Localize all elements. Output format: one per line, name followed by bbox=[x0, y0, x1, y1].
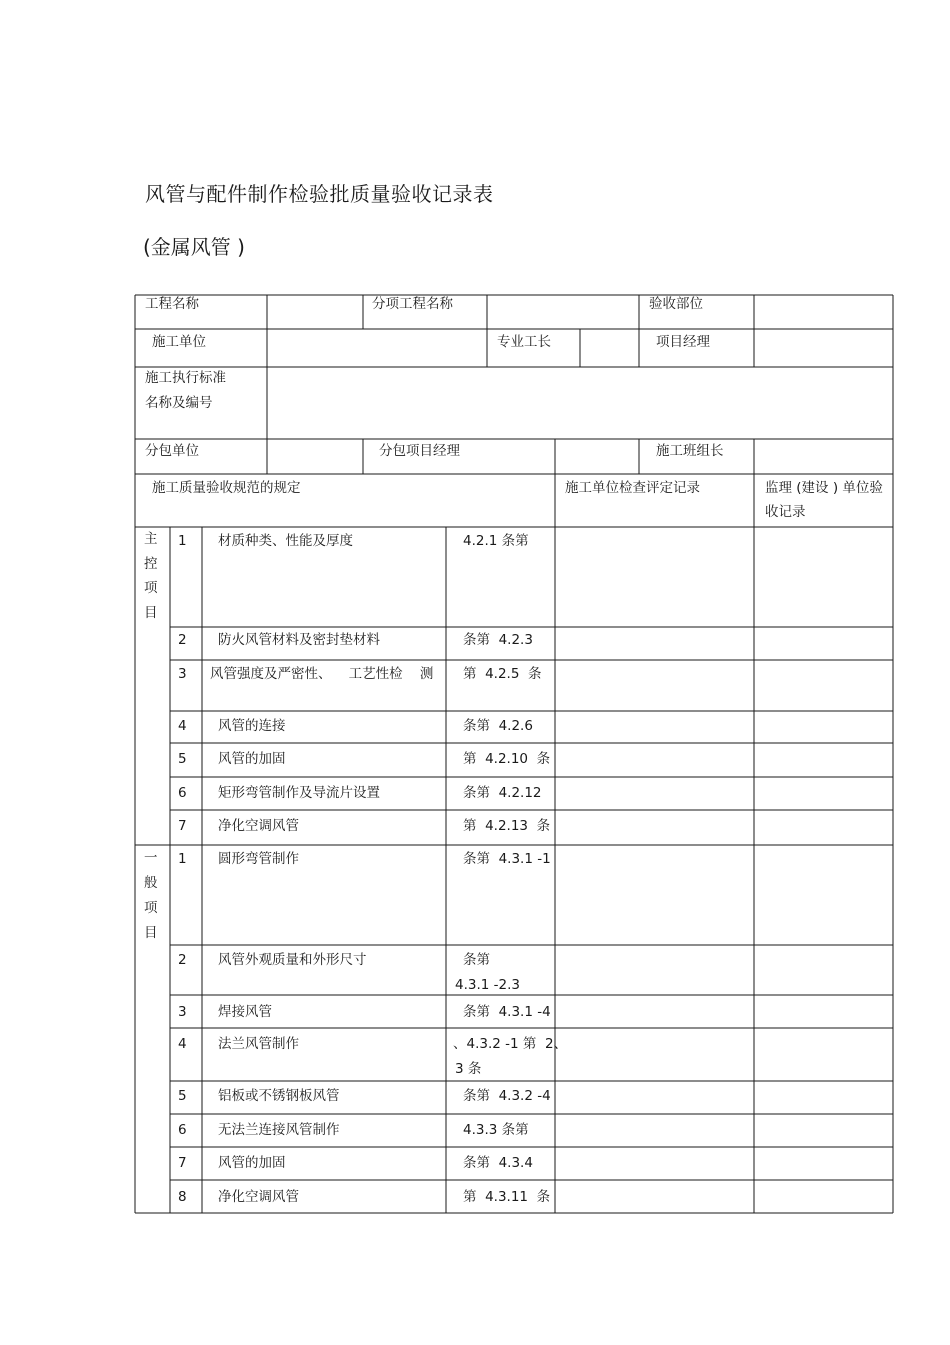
item-number: 6 bbox=[178, 785, 187, 801]
subcontract-manager-label: 分包项目经理 bbox=[379, 443, 460, 459]
item-name: 铝板或不锈钢板风管 bbox=[218, 1088, 340, 1104]
item-clause: 第 4.3.11 条 bbox=[463, 1189, 551, 1205]
main-control-label: 项 bbox=[144, 580, 158, 596]
supervision-label-line2: 收记录 bbox=[765, 504, 806, 520]
document-subtitle: (金属风管 ) bbox=[143, 235, 245, 259]
item-clause: 第 4.2.13 条 bbox=[463, 818, 551, 834]
item-name: 无法兰连接风管制作 bbox=[218, 1122, 340, 1138]
subproject-name-label: 分项工程名称 bbox=[372, 296, 453, 312]
item-clause-line2: 3 条 bbox=[455, 1061, 482, 1077]
item-name: 焊接风管 bbox=[218, 1004, 272, 1020]
item-number: 2 bbox=[178, 952, 187, 968]
item-clause: 条第 4.3.2 -4 bbox=[463, 1088, 551, 1104]
item-number: 2 bbox=[178, 632, 187, 648]
foreman-label: 专业工长 bbox=[497, 334, 551, 350]
subcontract-unit-label: 分包单位 bbox=[145, 443, 199, 459]
item-number: 3 bbox=[178, 666, 187, 682]
item-number: 8 bbox=[178, 1189, 187, 1205]
item-clause: 4.2.1 条第 bbox=[463, 533, 529, 549]
item-name: 净化空调风管 bbox=[218, 818, 299, 834]
general-label: 目 bbox=[144, 925, 158, 941]
project-manager-label: 项目经理 bbox=[656, 334, 710, 350]
item-clause: 条第 4.2.3 bbox=[463, 632, 533, 648]
construction-unit-label: 施工单位 bbox=[152, 334, 206, 350]
item-name: 法兰风管制作 bbox=[218, 1036, 299, 1052]
item-number: 4 bbox=[178, 718, 187, 734]
main-control-label: 控 bbox=[144, 556, 158, 572]
item-clause: 条第 4.3.1 -4 bbox=[463, 1004, 551, 1020]
general-label: 项 bbox=[144, 900, 158, 916]
item-clause: 条第 4.3.1 -1 bbox=[463, 851, 551, 867]
project-name-label: 工程名称 bbox=[145, 296, 199, 312]
item-number: 1 bbox=[178, 851, 187, 867]
item-name: 风管的连接 bbox=[218, 718, 286, 734]
check-record-label: 施工单位检查评定记录 bbox=[565, 480, 700, 496]
supervision-label-line1: 监理 (建设 ) 单位验 bbox=[765, 480, 883, 496]
item-number: 6 bbox=[178, 1122, 187, 1138]
item-clause: 4.3.3 条第 bbox=[463, 1122, 529, 1138]
item-clause: 条第 4.2.12 bbox=[463, 785, 542, 801]
standard-label-line2: 名称及编号 bbox=[145, 395, 213, 411]
item-name: 矩形弯管制作及导流片设置 bbox=[218, 785, 380, 801]
spec-label: 施工质量验收规范的规定 bbox=[152, 480, 301, 496]
item-number: 1 bbox=[178, 533, 187, 549]
item-name: 净化空调风管 bbox=[218, 1189, 299, 1205]
item-number: 5 bbox=[178, 751, 187, 767]
item-clause: 第 4.2.5 条 bbox=[463, 666, 542, 682]
item-clause-line1: 、4.3.2 -1 第 2、 bbox=[453, 1036, 568, 1052]
main-control-label: 主 bbox=[144, 531, 158, 547]
item-name: 材质种类、性能及厚度 bbox=[218, 533, 353, 549]
main-control-label: 目 bbox=[144, 605, 158, 621]
general-label: 般 bbox=[144, 875, 158, 891]
item-name: 防火风管材料及密封垫材料 bbox=[218, 632, 380, 648]
item-name: 风管的加固 bbox=[218, 1155, 286, 1171]
item-number: 7 bbox=[178, 1155, 187, 1171]
item-name: 风管外观质量和外形尺寸 bbox=[218, 952, 367, 968]
item-number: 5 bbox=[178, 1088, 187, 1104]
acceptance-part-label: 验收部位 bbox=[649, 296, 703, 312]
item-clause: 条第 4.2.6 bbox=[463, 718, 533, 734]
item-name: 风管强度及严密性、 工艺性检 测 bbox=[210, 666, 434, 682]
document-title: 风管与配件制作检验批质量验收记录表 bbox=[145, 182, 494, 206]
item-clause: 第 4.2.10 条 bbox=[463, 751, 551, 767]
item-clause: 条第 4.3.4 bbox=[463, 1155, 533, 1171]
item-number: 3 bbox=[178, 1004, 187, 1020]
item-clause-line1: 条第 bbox=[463, 952, 490, 968]
team-leader-label: 施工班组长 bbox=[656, 443, 724, 459]
item-name: 圆形弯管制作 bbox=[218, 851, 299, 867]
general-label: 一 bbox=[144, 850, 158, 866]
item-name: 风管的加固 bbox=[218, 751, 286, 767]
item-clause-line2: 4.3.1 -2.3 bbox=[455, 977, 520, 993]
standard-label-line1: 施工执行标准 bbox=[145, 370, 226, 386]
item-number: 7 bbox=[178, 818, 187, 834]
item-number: 4 bbox=[178, 1036, 187, 1052]
